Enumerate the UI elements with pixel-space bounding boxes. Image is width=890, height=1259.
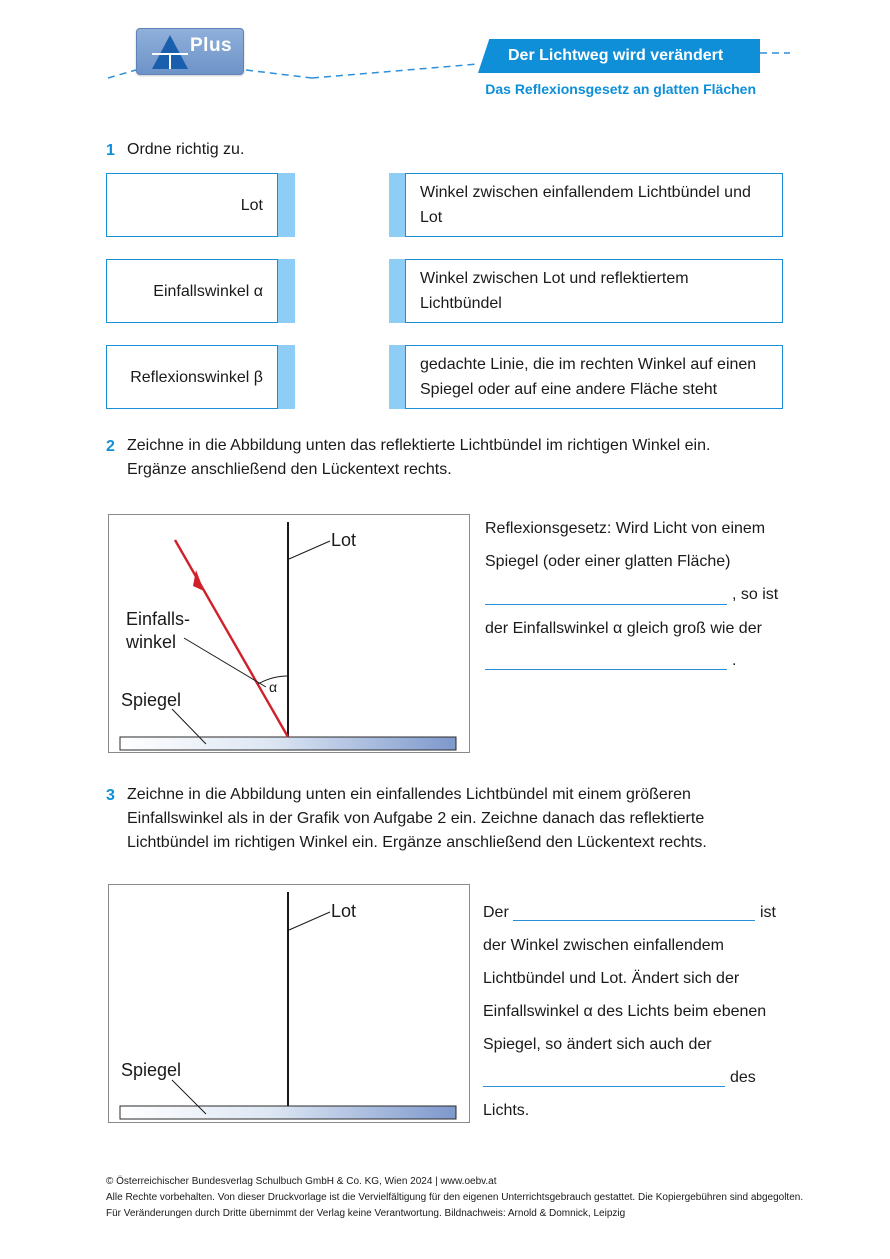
cloze-3-line-1-prefix: Der	[483, 904, 509, 921]
footer-copyright: © Österreichischer Bundesverlag Schulbuch GmbH & Co. KG, Wien 2024 | www.oebv.at	[106, 1176, 497, 1187]
cloze-2-blank-2[interactable]	[485, 669, 727, 670]
definition-line: Winkel zwischen Lot und reflektiertem	[420, 270, 689, 287]
definition-line: Lichtbündel	[420, 295, 502, 312]
definition-line: Lot	[420, 209, 443, 226]
cloze-3-blank-1[interactable]	[513, 920, 755, 921]
cloze-3-line-5: Spiegel, so ändert sich auch der	[483, 1036, 712, 1053]
figure-3-label-spiegel: Spiegel	[121, 1060, 182, 1080]
triangle-logo-icon	[150, 33, 190, 71]
definition-line: gedachte Linie, die im rechten Winkel auf einen	[420, 356, 757, 373]
lot-pointer-line	[289, 541, 330, 559]
task-number-3: 3	[106, 787, 115, 804]
match-connector-tab	[278, 345, 295, 409]
match-term-text: Lot	[240, 196, 263, 214]
instruction-line: Zeichne in die Abbildung unten ein einfallendes Lichtbündel mit einem größeren	[127, 786, 691, 803]
cloze-2-line-3-suffix: , so ist	[732, 586, 779, 603]
match-term-lot[interactable]	[106, 173, 278, 237]
match-definition-2[interactable]	[405, 259, 783, 323]
cloze-3-line-4: Einfallswinkel α des Lichts beim ebenen	[483, 1003, 767, 1020]
task-2-instruction	[127, 434, 710, 482]
task-1-instruction: Ordne richtig zu.	[127, 141, 245, 158]
figure-label-alpha: α	[269, 679, 278, 695]
instruction-line: Zeichne in die Abbildung unten das reflektierte Lichtbündel im richtigen Winkel ein.	[127, 437, 711, 454]
instruction-line: Lichtbündel im richtigen Winkel ein. Ergänze anschließend den Lückentext rechts.	[127, 834, 707, 851]
instruction-line: Einfallswinkel als in der Grafik von Aufgabe 2 ein. Zeichne danach das reflektierte	[127, 810, 705, 827]
figure-3-label-lot: Lot	[331, 901, 357, 921]
label-line: winkel	[126, 632, 177, 652]
figure-label-einfallswinkel	[126, 608, 190, 654]
instruction-line: Ergänze anschließend den Lückentext rechts.	[127, 461, 452, 478]
lot-pointer-line	[289, 912, 330, 930]
cloze-3-line-7: Lichts.	[483, 1102, 530, 1119]
cloze-2-line-1: Reflexionsgesetz: Wird Licht von einem	[485, 520, 766, 537]
footer-rights: Alle Rechte vorbehalten. Von dieser Druckvorlage ist die Vervielfältigung für den eigenen Unterrichtsgebrauch gestattet. Die Kopiergebühren sind abgegolten.	[106, 1192, 804, 1203]
match-term-text: Einfallswinkel α	[153, 282, 263, 300]
match-definition-1[interactable]	[405, 173, 783, 237]
task-number-2: 2	[106, 438, 115, 455]
einfallswinkel-pointer-line	[184, 638, 266, 687]
cloze-3-line-3: Lichtbündel und Lot. Ändert sich der	[483, 970, 740, 987]
definition-line: Spiegel oder auf eine andere Fläche steht	[420, 381, 718, 398]
cloze-3-line-6-suffix: des	[730, 1069, 756, 1086]
header-subtitle: Das Reflexionsgesetz an glatten Flächen	[485, 81, 756, 97]
task-number-1: 1	[106, 142, 115, 159]
header-title: Der Lichtweg wird verändert	[508, 47, 724, 64]
match-term-reflexionswinkel[interactable]	[106, 345, 278, 409]
definition-line: Winkel zwischen einfallendem Lichtbündel und	[420, 184, 751, 201]
cloze-3-line-2: der Winkel zwischen einfallendem	[483, 937, 724, 954]
cloze-2-line-5-suffix: .	[732, 652, 737, 669]
match-connector-tab	[389, 345, 406, 409]
cloze-2-line-2: Spiegel (oder einer glatten Fläche)	[485, 553, 731, 570]
match-connector-tab	[389, 173, 406, 237]
match-term-einfallswinkel[interactable]	[106, 259, 278, 323]
match-definition-3[interactable]	[405, 345, 783, 409]
figure-3-drawing[interactable]	[108, 884, 470, 1123]
mirror-shape	[120, 737, 456, 750]
cloze-2-line-4: der Einfallswinkel α gleich groß wie der	[485, 620, 762, 637]
cloze-3-line-1-suffix: ist	[760, 904, 776, 921]
match-connector-tab	[278, 259, 295, 323]
incident-ray	[175, 540, 288, 737]
footer-disclaimer: Für Veränderungen durch Dritte übernimmt der Verlag keine Verantwortung. Bildnachweis: Arnold & Domnick, Leipzig	[106, 1208, 626, 1219]
mirror-shape	[120, 1106, 456, 1119]
cloze-2-blank-1[interactable]	[485, 604, 727, 605]
cloze-3-blank-2[interactable]	[483, 1086, 725, 1087]
task-3-instruction	[127, 783, 707, 855]
match-term-text: Reflexionswinkel β	[130, 368, 263, 386]
figure-label-spiegel: Spiegel	[121, 690, 182, 710]
match-connector-tab	[389, 259, 406, 323]
label-line: Einfalls-	[126, 609, 191, 629]
match-connector-tab	[278, 173, 295, 237]
logo-text: Plus	[190, 35, 233, 56]
figure-label-lot: Lot	[331, 530, 357, 550]
